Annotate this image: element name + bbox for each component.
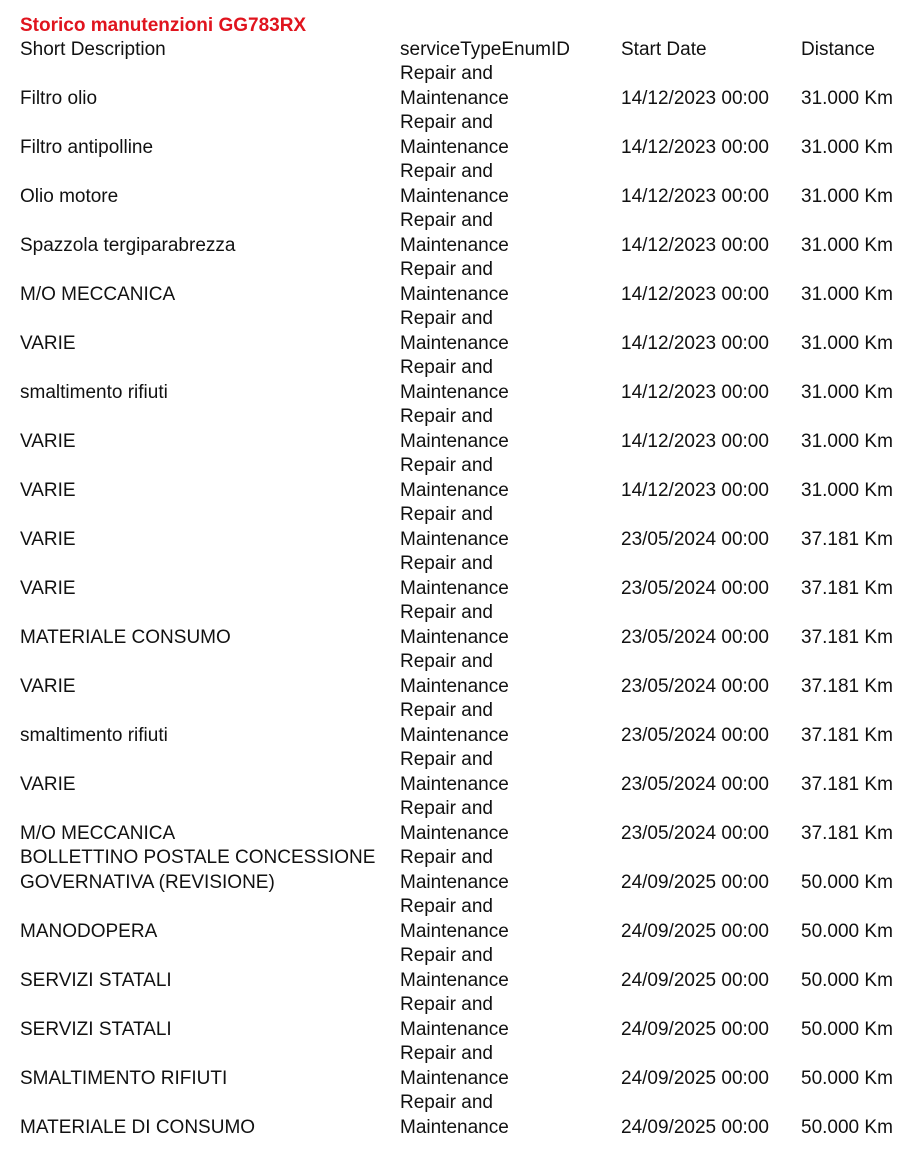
table-row — [0, 552, 916, 601]
cell-start-date: 23/05/2024 00:00 — [621, 724, 769, 746]
table-row — [0, 209, 916, 258]
cell-short-description: BOLLETTINO POSTALE CONCESSIONE GOVERNATIVA (REVISIONE) — [20, 847, 376, 893]
cell-service-type: Repair and Maintenance — [400, 602, 509, 648]
cell-start-date: 24/09/2025 00:00 — [621, 920, 769, 942]
table-row — [0, 160, 916, 209]
cell-short-description: Olio motore — [20, 185, 119, 207]
cell-short-description: VARIE — [20, 332, 76, 354]
table-body — [0, 62, 916, 1140]
table-row — [0, 1042, 916, 1091]
cell-start-date: 14/12/2023 00:00 — [621, 87, 769, 109]
cell-distance: 50.000 Km — [801, 871, 893, 893]
table-header — [0, 38, 916, 62]
cell-short-description: VARIE — [20, 675, 76, 697]
cell-service-type: Repair and Maintenance — [400, 259, 509, 305]
cell-start-date: 14/12/2023 00:00 — [621, 234, 769, 256]
cell-distance: 31.000 Km — [801, 234, 893, 256]
cell-short-description: VARIE — [20, 528, 76, 550]
table-row — [0, 944, 916, 993]
cell-distance: 31.000 Km — [801, 283, 893, 305]
cell-service-type: Repair and Maintenance — [400, 847, 509, 893]
cell-start-date: 14/12/2023 00:00 — [621, 185, 769, 207]
table-row — [0, 405, 916, 454]
cell-start-date: 23/05/2024 00:00 — [621, 528, 769, 550]
header-short-description: Short Description — [20, 39, 166, 60]
cell-short-description: SMALTIMENTO RIFIUTI — [20, 1067, 228, 1089]
cell-start-date: 23/05/2024 00:00 — [621, 577, 769, 599]
header-start-date: Start Date — [621, 39, 707, 60]
cell-distance: 50.000 Km — [801, 1116, 893, 1138]
table-row — [0, 601, 916, 650]
cell-service-type: Repair and Maintenance — [400, 994, 509, 1040]
cell-service-type: Repair and Maintenance — [400, 896, 509, 942]
table-row — [0, 307, 916, 356]
cell-service-type: Repair and Maintenance — [400, 945, 509, 991]
cell-short-description: MANODOPERA — [20, 920, 158, 942]
cell-service-type: Repair and Maintenance — [400, 798, 509, 844]
table-row — [0, 111, 916, 160]
cell-distance: 31.000 Km — [801, 87, 893, 109]
cell-service-type: Repair and Maintenance — [400, 700, 509, 746]
table-row — [0, 846, 916, 895]
cell-short-description: VARIE — [20, 577, 76, 599]
cell-distance: 50.000 Km — [801, 920, 893, 942]
page-title: Storico manutenzioni GG783RX — [20, 15, 307, 36]
cell-short-description: VARIE — [20, 773, 76, 795]
cell-distance: 37.181 Km — [801, 675, 893, 697]
cell-short-description: VARIE — [20, 430, 76, 452]
table-row — [0, 993, 916, 1042]
cell-service-type: Repair and Maintenance — [400, 210, 509, 256]
table-row — [0, 62, 916, 111]
cell-short-description: MATERIALE DI CONSUMO — [20, 1116, 256, 1138]
cell-service-type: Repair and Maintenance — [400, 357, 509, 403]
cell-service-type: Repair and Maintenance — [400, 455, 509, 501]
cell-short-description: M/O MECCANICA — [20, 822, 176, 844]
cell-start-date: 14/12/2023 00:00 — [621, 381, 769, 403]
cell-short-description: smaltimento rifiuti — [20, 381, 168, 403]
table-row — [0, 748, 916, 797]
cell-short-description: smaltimento rifiuti — [20, 724, 168, 746]
cell-distance: 31.000 Km — [801, 479, 893, 501]
cell-start-date: 24/09/2025 00:00 — [621, 969, 769, 991]
table-row — [0, 356, 916, 405]
table-row — [0, 503, 916, 552]
cell-distance: 37.181 Km — [801, 577, 893, 599]
cell-service-type: Repair and Maintenance — [400, 63, 509, 109]
cell-start-date: 23/05/2024 00:00 — [621, 822, 769, 844]
cell-service-type: Repair and Maintenance — [400, 308, 509, 354]
cell-start-date: 14/12/2023 00:00 — [621, 430, 769, 452]
cell-start-date: 24/09/2025 00:00 — [621, 871, 769, 893]
cell-start-date: 14/12/2023 00:00 — [621, 479, 769, 501]
table-row — [0, 895, 916, 944]
table-row — [0, 258, 916, 307]
cell-distance: 37.181 Km — [801, 626, 893, 648]
cell-short-description: Spazzola tergiparabrezza — [20, 234, 236, 256]
cell-distance: 31.000 Km — [801, 185, 893, 207]
cell-start-date: 23/05/2024 00:00 — [621, 675, 769, 697]
cell-start-date: 24/09/2025 00:00 — [621, 1116, 769, 1138]
table-row — [0, 650, 916, 699]
cell-distance: 31.000 Km — [801, 381, 893, 403]
cell-service-type: Repair and Maintenance — [400, 553, 509, 599]
cell-service-type: Repair and Maintenance — [400, 1092, 509, 1138]
cell-short-description: VARIE — [20, 479, 76, 501]
cell-short-description: Filtro olio — [20, 87, 98, 109]
cell-short-description: M/O MECCANICA — [20, 283, 176, 305]
table-row — [0, 699, 916, 748]
cell-service-type: Repair and Maintenance — [400, 161, 509, 207]
cell-service-type: Repair and Maintenance — [400, 112, 509, 158]
cell-distance: 37.181 Km — [801, 528, 893, 550]
cell-distance: 50.000 Km — [801, 1067, 893, 1089]
cell-start-date: 14/12/2023 00:00 — [621, 332, 769, 354]
cell-distance: 37.181 Km — [801, 822, 893, 844]
cell-start-date: 23/05/2024 00:00 — [621, 626, 769, 648]
cell-distance: 37.181 Km — [801, 724, 893, 746]
cell-short-description: Filtro antipolline — [20, 136, 154, 158]
cell-start-date: 24/09/2025 00:00 — [621, 1067, 769, 1089]
cell-distance: 37.181 Km — [801, 773, 893, 795]
cell-start-date: 14/12/2023 00:00 — [621, 283, 769, 305]
cell-distance: 50.000 Km — [801, 969, 893, 991]
cell-service-type: Repair and Maintenance — [400, 1043, 509, 1089]
cell-start-date: 14/12/2023 00:00 — [621, 136, 769, 158]
header-distance: Distance — [801, 39, 875, 60]
cell-service-type: Repair and Maintenance — [400, 504, 509, 550]
cell-short-description: SERVIZI STATALI — [20, 969, 172, 991]
cell-service-type: Repair and Maintenance — [400, 651, 509, 697]
cell-start-date: 24/09/2025 00:00 — [621, 1018, 769, 1040]
cell-service-type: Repair and Maintenance — [400, 749, 509, 795]
cell-distance: 50.000 Km — [801, 1018, 893, 1040]
cell-distance: 31.000 Km — [801, 430, 893, 452]
cell-distance: 31.000 Km — [801, 332, 893, 354]
table-row — [0, 797, 916, 846]
table-row — [0, 1091, 916, 1140]
header-service-type: serviceTypeEnumID — [400, 39, 571, 60]
cell-service-type: Repair and Maintenance — [400, 406, 509, 452]
table-row — [0, 454, 916, 503]
cell-distance: 31.000 Km — [801, 136, 893, 158]
cell-short-description: SERVIZI STATALI — [20, 1018, 172, 1040]
cell-start-date: 23/05/2024 00:00 — [621, 773, 769, 795]
cell-short-description: MATERIALE CONSUMO — [20, 626, 231, 648]
